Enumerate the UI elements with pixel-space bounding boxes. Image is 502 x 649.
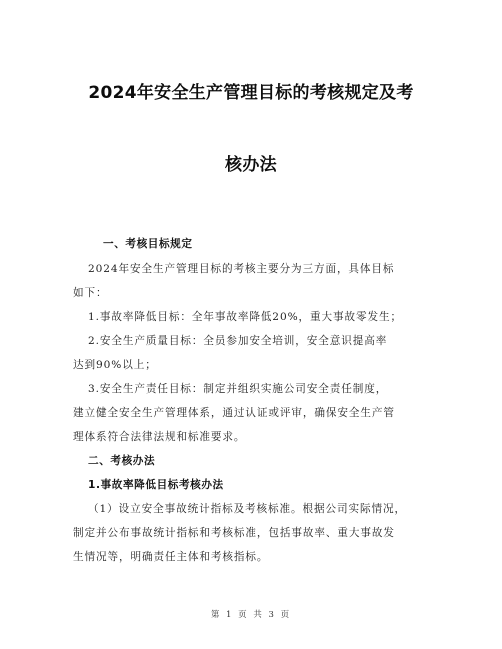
document-title-line-2: 核办法 bbox=[225, 155, 277, 175]
subsection-heading-1: 1.事故率降低目标考核办法 bbox=[88, 479, 224, 491]
paragraph-2-line-3: 生情况等，明确责任主体和考核指标。 bbox=[73, 551, 269, 563]
list-item-1: 1.事故率降低目标：全年事故率降低20%，重大事故零发生； bbox=[88, 311, 403, 323]
list-item-3-line-3: 理体系符合法律法规和标准要求。 bbox=[73, 431, 246, 443]
paragraph-1-line-2: 如下： bbox=[73, 287, 108, 299]
list-item-2-line-2: 达到90%以上； bbox=[73, 359, 157, 371]
section-heading-2: 二、考核办法 bbox=[88, 455, 156, 467]
page-footer: 第 1 页 共 3 页 bbox=[210, 610, 292, 620]
list-item-2-line-1: 2.安全生产质量目标：全员参加安全培训，安全意识提高率 bbox=[88, 335, 388, 347]
list-item-3-line-1: 3.安全生产责任目标：制定并组织实施公司安全责任制度， bbox=[88, 383, 388, 395]
paragraph-2-line-2: 制定并公布事故统计指标和考核标准，包括事故率、重大事故发 bbox=[73, 527, 395, 539]
section-heading-1: 一、考核目标规定 bbox=[103, 238, 193, 250]
document-title-line-1: 2024年安全生产管理目标的考核规定及考 bbox=[88, 83, 414, 103]
paragraph-1-line-1: 2024年安全生产管理目标的考核主要分为三方面，具体目标 bbox=[88, 263, 395, 275]
list-item-3-line-2: 建立健全安全生产管理体系，通过认证或评审，确保安全生产管 bbox=[73, 407, 395, 419]
paragraph-2-line-1: （1）设立安全事故统计指标及考核标准。根据公司实际情况， bbox=[88, 503, 406, 515]
